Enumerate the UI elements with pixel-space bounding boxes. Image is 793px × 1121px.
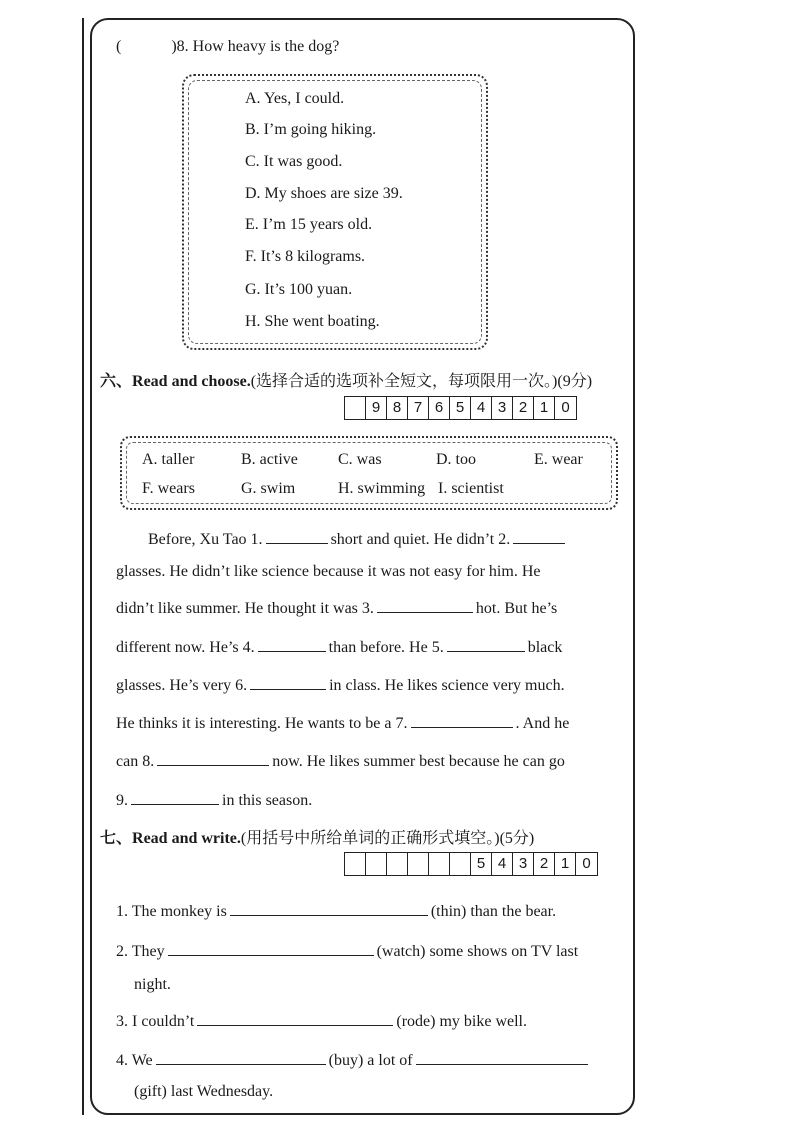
- score-cell: 4: [471, 397, 492, 419]
- write-sentence-2: [116, 943, 578, 961]
- sentence-text: (watch) some shows on TV last: [376, 943, 579, 960]
- score-cell: 2: [513, 397, 534, 419]
- passage-line-7: [116, 753, 565, 771]
- score-cell: 1: [534, 397, 555, 419]
- blank-3[interactable]: [377, 600, 473, 613]
- score-cell: 1: [555, 853, 576, 875]
- section-7-instruction: (用括号中所给单词的正确形式填空。)(5分): [240, 830, 535, 847]
- options-box: [182, 74, 488, 350]
- score-cell: 6: [429, 397, 450, 419]
- sentence-text: 1. The monkey is: [116, 903, 227, 920]
- blank-9[interactable]: [131, 792, 219, 805]
- sentence-text: 4. We: [116, 1052, 153, 1069]
- blank-1[interactable]: [266, 531, 328, 544]
- section-7-number: 七、: [100, 830, 133, 847]
- section-7-title: Read and write.: [132, 830, 241, 847]
- write-blank-3[interactable]: [197, 1013, 393, 1026]
- write-blank-4[interactable]: [156, 1052, 326, 1065]
- passage-line-1: [148, 531, 568, 549]
- score-box-7: [344, 852, 598, 876]
- passage-text: different now. He’s 4.: [116, 639, 255, 656]
- word-e: E. wear: [534, 451, 583, 468]
- passage-line-5: [116, 677, 565, 695]
- passage-line-2: glasses. He didn’t like science because it was not easy for him. He: [116, 563, 541, 580]
- passage-text: in class. He likes science very much.: [329, 677, 565, 694]
- section-6-number: 六、: [100, 373, 133, 390]
- sentence-text: (thin) than the bear.: [430, 903, 557, 920]
- question-8: [116, 38, 339, 56]
- blank-6[interactable]: [250, 677, 326, 690]
- write-sentence-2-cont: night.: [134, 976, 171, 993]
- section-6-heading: [100, 368, 592, 391]
- score-cell: 0: [582, 855, 591, 872]
- passage-line-4: [116, 639, 562, 657]
- left-margin-rule: [82, 18, 84, 1115]
- passage-line-6: [116, 715, 569, 733]
- score-cell: [387, 853, 408, 875]
- write-sentence-1: [116, 903, 556, 921]
- write-sentence-4: [116, 1052, 591, 1070]
- option-e: E. I’m 15 years old.: [245, 216, 373, 233]
- passage-text: black: [527, 639, 563, 656]
- score-box-6: [344, 396, 577, 420]
- section-6-instruction: (选择合适的选项补全短文，每项限用一次。)(9分): [250, 373, 593, 390]
- word-h: H. swimming: [338, 480, 426, 497]
- sentence-text: (buy) a lot of: [328, 1052, 413, 1069]
- score-cell: [345, 397, 366, 419]
- passage-text: didn’t like summer. He thought it was 3.: [116, 600, 374, 617]
- passage-text: hot. But he’s: [475, 600, 558, 617]
- blank-5[interactable]: [447, 639, 525, 652]
- word-a: A. taller: [142, 451, 195, 468]
- option-h: H. She went boating.: [245, 313, 380, 330]
- write-sentence-4-cont: (gift) last Wednesday.: [134, 1083, 274, 1100]
- passage-text: Before, Xu Tao 1.: [148, 531, 263, 548]
- score-cell: 4: [492, 853, 513, 875]
- blank-4[interactable]: [258, 639, 326, 652]
- word-c: C. was: [338, 451, 382, 468]
- word-i: I. scientist: [438, 480, 504, 497]
- passage-line-8: [116, 792, 312, 810]
- sentence-text: (rode) my bike well.: [396, 1013, 527, 1030]
- score-cell: 0: [561, 399, 570, 416]
- passage-text: . And he: [515, 715, 570, 732]
- passage-text: short and quiet. He didn’t 2.: [330, 531, 511, 548]
- write-blank-1[interactable]: [230, 903, 428, 916]
- section-6-title: Read and choose.: [132, 373, 251, 390]
- section-7-heading: [100, 825, 534, 848]
- score-cell: 7: [408, 397, 429, 419]
- word-d: D. too: [436, 451, 476, 468]
- score-cell: 9: [366, 397, 387, 419]
- passage-text: than before. He 5.: [328, 639, 444, 656]
- sentence-text: 3. I couldn’t: [116, 1013, 195, 1030]
- passage-text: now. He likes summer best because he can go: [272, 753, 565, 770]
- score-cell: 2: [534, 853, 555, 875]
- passage-text: glasses. He’s very 6.: [116, 677, 248, 694]
- write-sentence-3: [116, 1013, 527, 1031]
- passage-text: He thinks it is interesting. He wants to be a 7.: [116, 715, 408, 732]
- score-cell: 5: [471, 853, 492, 875]
- passage-text: in this season.: [222, 792, 313, 809]
- option-d: D. My shoes are size 39.: [245, 185, 403, 202]
- write-blank-5[interactable]: [416, 1052, 588, 1065]
- option-c: C. It was good.: [245, 153, 343, 170]
- passage-line-3: [116, 600, 557, 618]
- blank-2[interactable]: [513, 531, 565, 544]
- option-g: G. It’s 100 yuan.: [245, 281, 353, 298]
- word-b: B. active: [241, 451, 298, 468]
- sentence-text: 2. They: [116, 943, 165, 960]
- passage-text: 9.: [116, 792, 128, 809]
- word-g: G. swim: [241, 480, 296, 497]
- blank-8[interactable]: [157, 753, 269, 766]
- score-cell: 8: [387, 397, 408, 419]
- score-cell: 5: [450, 397, 471, 419]
- word-f: F. wears: [142, 480, 195, 497]
- score-cell: [408, 853, 429, 875]
- question-8-text: )8. How heavy is the dog?: [171, 38, 340, 55]
- answer-paren: (: [116, 38, 122, 55]
- score-cell: [429, 853, 450, 875]
- option-a: A. Yes, I could.: [245, 90, 345, 107]
- word-bank-box: [120, 436, 618, 510]
- score-cell: [450, 853, 471, 875]
- score-cell: [366, 853, 387, 875]
- score-cell: [345, 853, 366, 875]
- blank-7[interactable]: [411, 715, 513, 728]
- passage-text: can 8.: [116, 753, 155, 770]
- score-cell: 3: [513, 853, 534, 875]
- score-cell: 3: [492, 397, 513, 419]
- write-blank-2[interactable]: [168, 943, 374, 956]
- option-f: F. It’s 8 kilograms.: [245, 248, 366, 265]
- option-b: B. I’m going hiking.: [245, 121, 377, 138]
